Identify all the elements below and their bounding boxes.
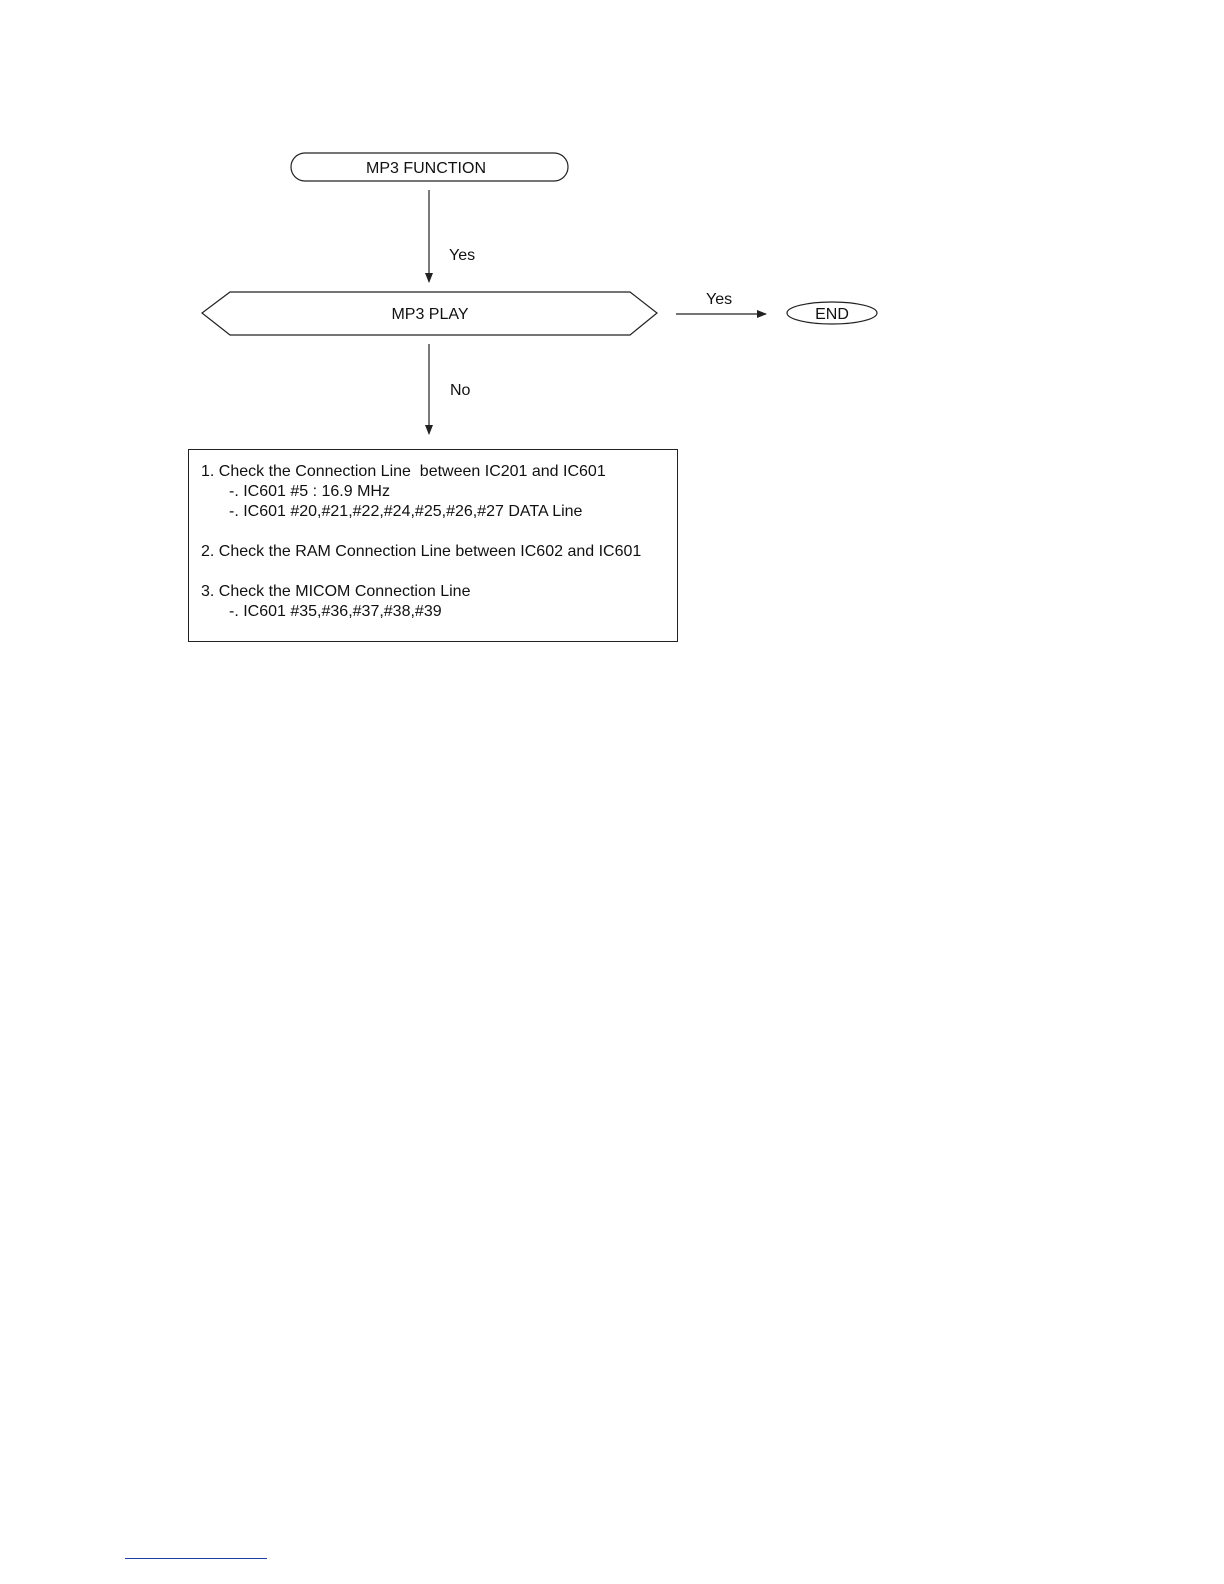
- end-node-label: END: [815, 306, 849, 323]
- start-node: [291, 153, 568, 181]
- edge-label-decision-to-end: Yes: [706, 291, 733, 308]
- check-spacer: [201, 562, 677, 582]
- footer-rule: [125, 1558, 267, 1559]
- check-list-box: [188, 449, 678, 642]
- check-spacer: [201, 522, 677, 542]
- end-node: [787, 302, 877, 324]
- check-item-1: 1. Check the Connection Line between IC201 and IC601: [201, 463, 606, 480]
- edge-label-start-to-decision: Yes: [449, 247, 476, 264]
- start-node-label: MP3 FUNCTION: [366, 160, 486, 177]
- decision-node-label: MP3 PLAY: [391, 306, 469, 323]
- check-item-1-sub-1: -. IC601 #5 : 16.9 MHz: [229, 483, 390, 500]
- decision-node: [202, 292, 657, 335]
- check-item-1-sub-2: -. IC601 #20,#21,#22,#24,#25,#26,#27 DATA Line: [229, 503, 583, 520]
- check-item-3-sub-1: -. IC601 #35,#36,#37,#38,#39: [229, 603, 442, 620]
- check-item-3: 3. Check the MICOM Connection Line: [201, 583, 471, 600]
- edge-label-decision-to-checks: No: [450, 382, 471, 399]
- check-item-2: 2. Check the RAM Connection Line between IC602 and IC601: [201, 543, 642, 560]
